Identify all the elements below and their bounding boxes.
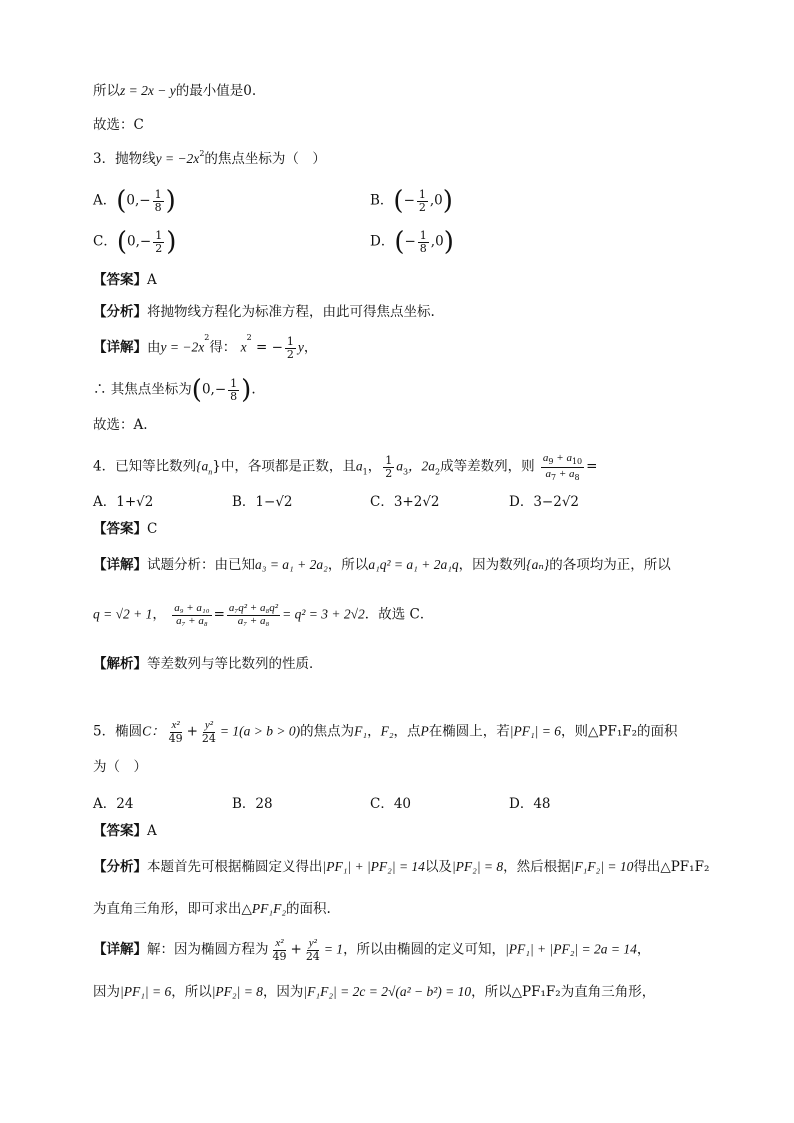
- detail-5-cont: 因为|PF₁| = 6，所以|PF₂| = 8，因为|F₁F₂| = 2c = 2√(a² − b²) = 10，所以△PF₁F₂为直角三角形，: [93, 984, 656, 1000]
- line-min-value: 所以z = 2x − y的最小值是0.: [93, 83, 257, 99]
- option-4c: C．3+2√2: [370, 494, 440, 510]
- detail-3: 【详解】由$y = -2x^2$得： $x^2$ = − $\frac{1}{2}$ y，: [93, 333, 318, 361]
- option-3a: A．(0,− $\frac{1}{8}$ ): [93, 186, 176, 216]
- option-3c: C．(0,− $\frac{1}{2}$ ): [93, 227, 177, 257]
- line-choice-c: 故选：C: [93, 117, 144, 133]
- analysis-5: 【分析】本题首先可根据椭圆定义得出|PF₁| + |PF₂| = 14以及|PF₂| = 8，然后根据|F₁F₂| = 10得出△PF₁F₂: [93, 859, 710, 875]
- analysis-5-cont: 为直角三角形，即可求出△PF₁F₂的面积.: [93, 901, 331, 917]
- option-5c: C．40: [370, 796, 412, 812]
- option-4a: A．1+√2: [93, 494, 154, 510]
- option-4b: B．1−√2: [232, 494, 293, 510]
- answer-3: 【答案】A: [93, 272, 157, 288]
- option-3b: B．(− $\frac{1}{2}$ ,0): [370, 186, 453, 216]
- analysis-4: 【解析】等差数列与等比数列的性质．: [93, 656, 323, 672]
- option-3d: D．(− $\frac{1}{8}$ ,0): [370, 227, 454, 257]
- detail-4-cont: q = √2 + 1， $\frac{\text{a₉ + a₁₀}}{\text{a₇ + a₈}}$ = $\frac{\text{a₇q² + a₈q²}}{\text{a₇ + a₈}}$ = q² = 3 + 2√2．故选 C．: [93, 602, 434, 627]
- option-5b: B．28: [232, 796, 273, 812]
- option-5d: D．48: [509, 796, 551, 812]
- analysis-3: 【分析】将抛物线方程化为标准方程，由此可得焦点坐标.: [93, 304, 435, 320]
- detail-4: 【详解】试题分析：由已知a₃ = a₁ + 2a₂，所以a₁q² = a₁ + 2a₁q，因为数列{aₙ}的各项均为正，所以: [93, 557, 671, 573]
- detail-5: 【详解】解：因为椭圆方程为 $\frac{\text{x²}}{49}$ + $\frac{\text{y²}}{24}$ = 1，所以由椭圆的定义可知，|PF₁| + |PF₂| = 2a = 14，: [93, 937, 651, 963]
- question-3: 3．抛物线$y = -2x^2$的焦点坐标为（ ）: [93, 149, 326, 167]
- result-3: ∴ 其焦点坐标为(0,− $\frac{1}{8}$ ).: [93, 375, 256, 405]
- option-5a: A．24: [93, 796, 134, 812]
- question-4: 4．已知等比数列$\{a_n\}$中，各项都是正数，且$a_1$， $\frac{1}{2}$ $a_3$，$2a_2$成等差数列，则 $\frac{a_9 + a_{10}}{a_7 + a_8}$ =: [93, 452, 598, 482]
- option-4d: D．3−2√2: [509, 494, 580, 510]
- answer-5: 【答案】A: [93, 823, 157, 839]
- question-5-cont: 为（ ）: [93, 759, 147, 775]
- answer-4: 【答案】C: [93, 521, 158, 537]
- line-choice-a: 故选：A.: [93, 417, 148, 433]
- question-5: 5．椭圆C： $\frac{\text{x²}}{49}$ + $\frac{\text{y²}}{24}$ = 1(a > b > 0)的焦点为F₁，F₂，点P在椭圆上，若|PF₁| = 6，则△PF₁F₂的面积: [93, 719, 678, 745]
